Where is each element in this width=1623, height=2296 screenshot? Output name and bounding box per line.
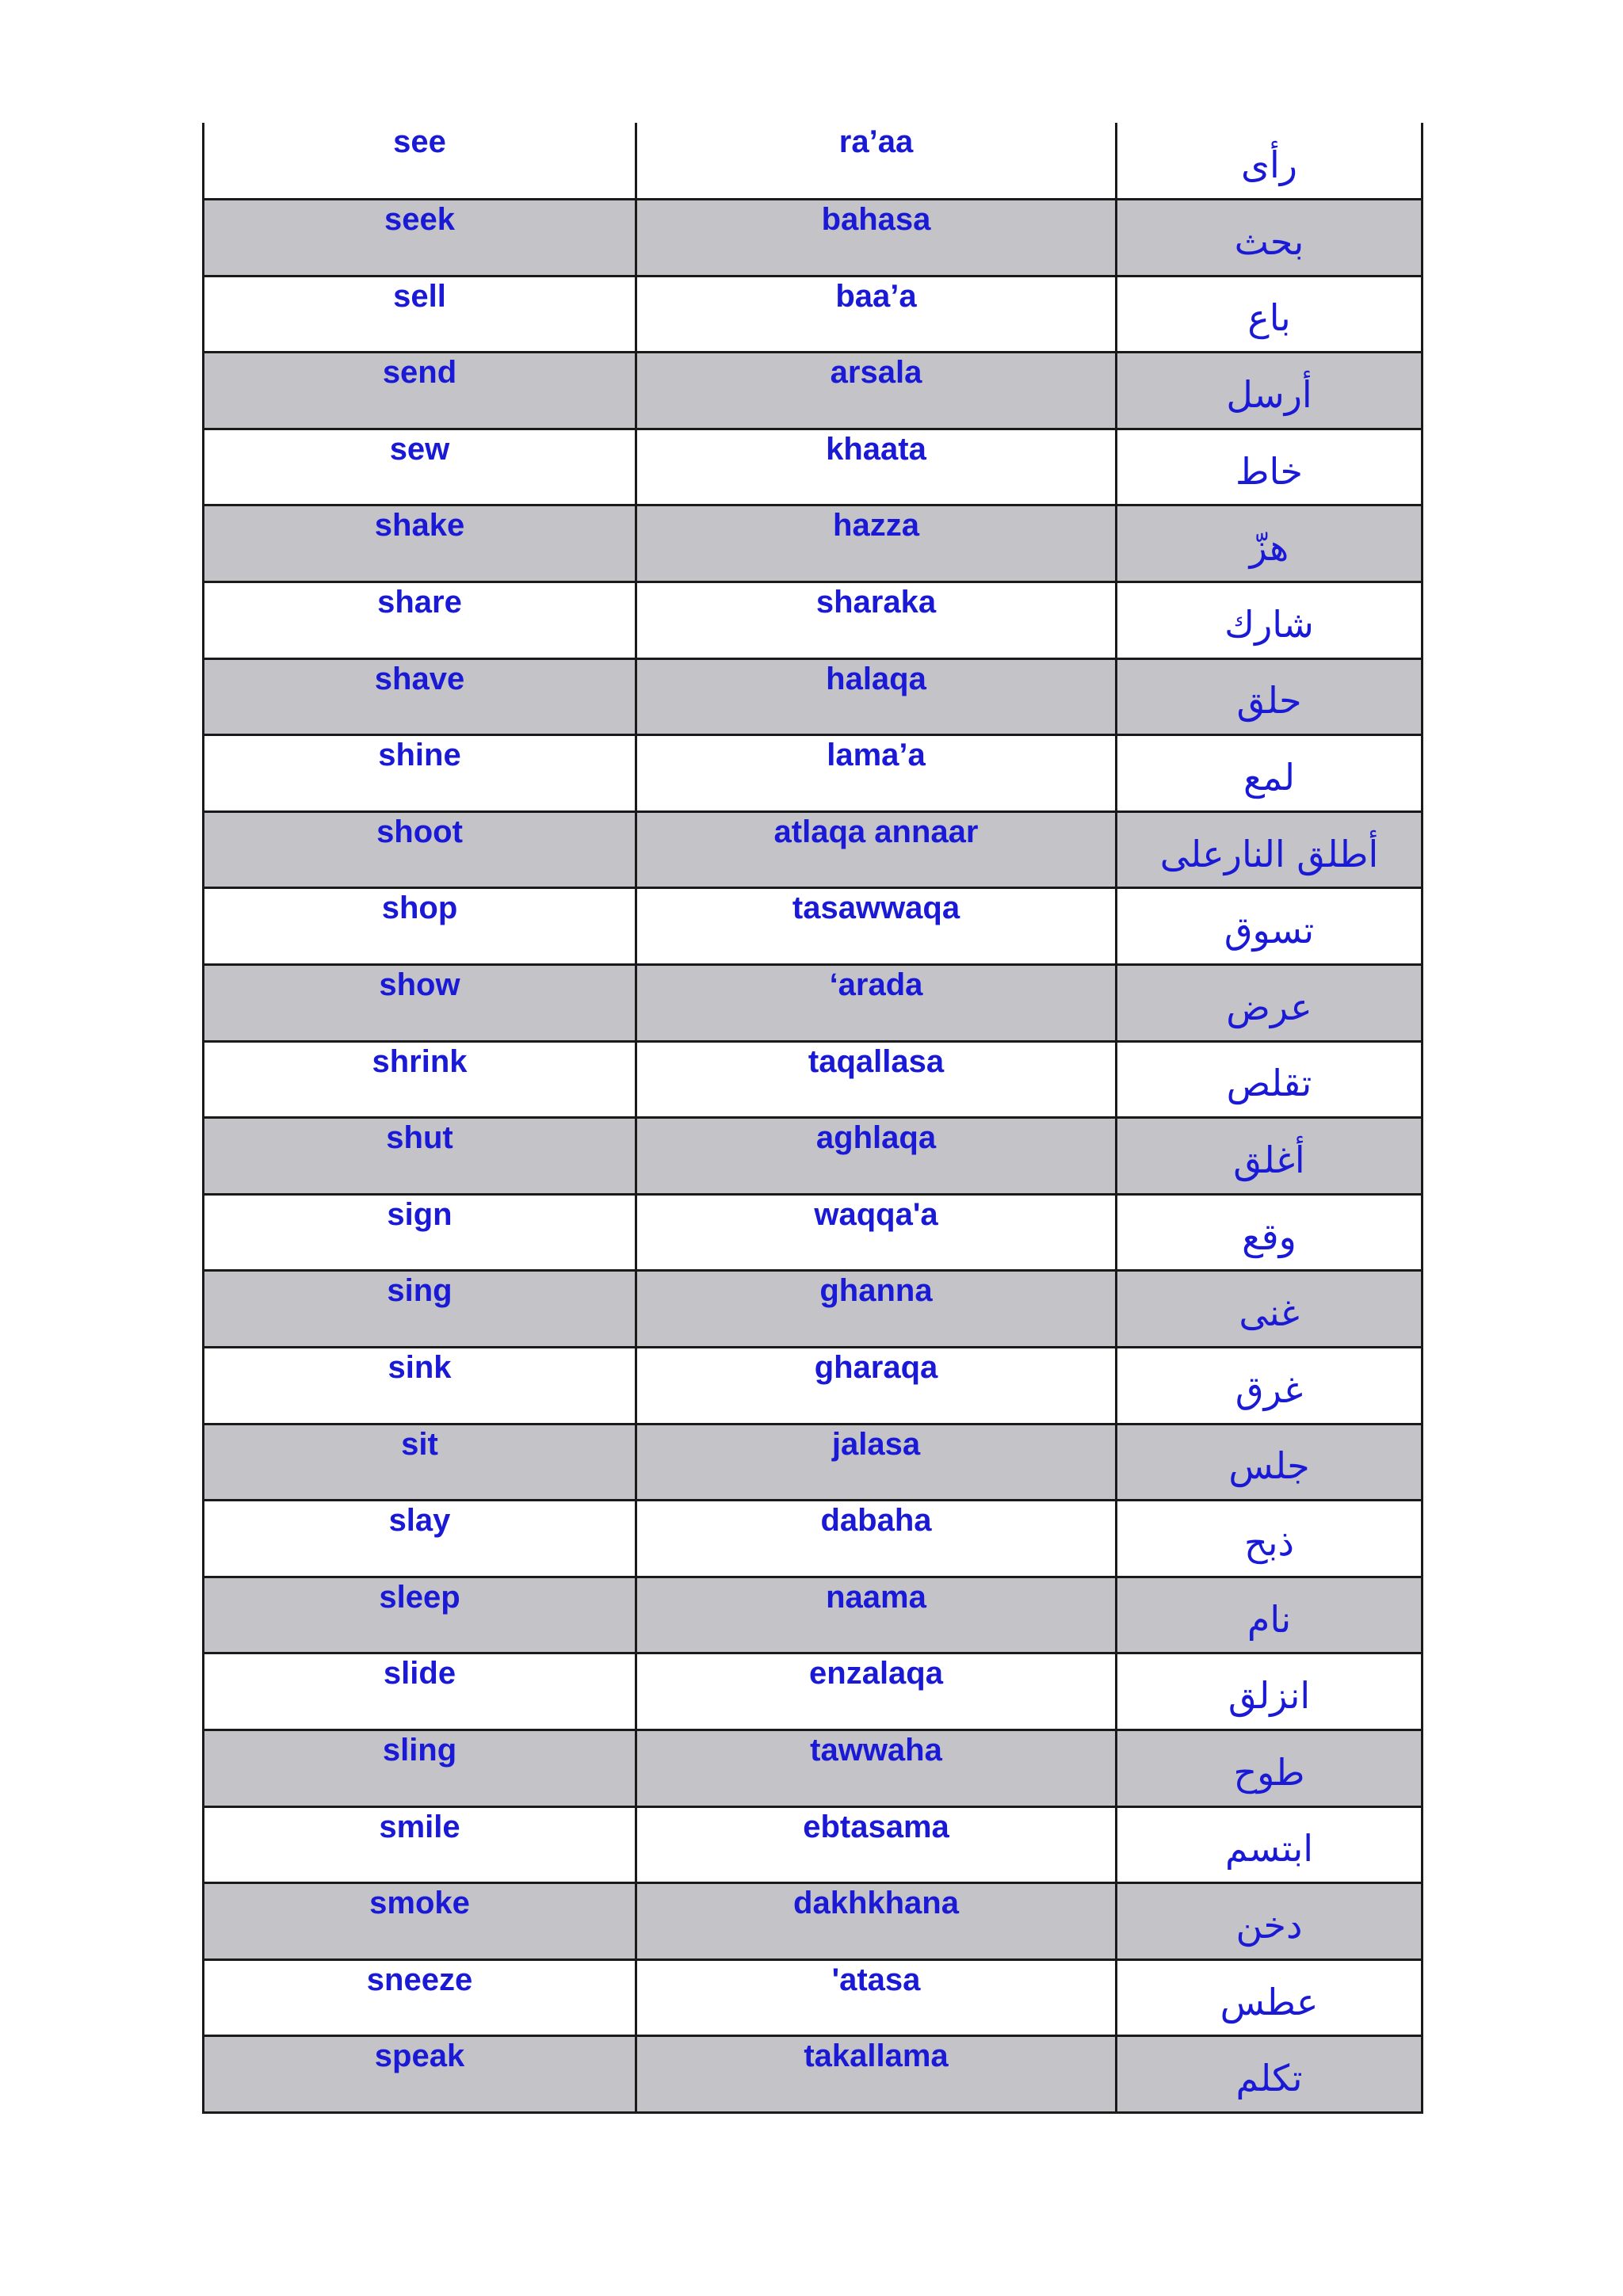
english-word-cell: shop <box>204 888 636 965</box>
english-word-cell: share <box>204 582 636 659</box>
english-word-cell: shut <box>204 1118 636 1195</box>
english-word-cell: shoot <box>204 811 636 888</box>
arabic-word-cell: شارك <box>1117 582 1423 659</box>
arabic-word-cell: طوح <box>1117 1730 1423 1806</box>
table-row <box>204 1653 1423 1730</box>
table-row <box>204 1348 1423 1425</box>
transliteration-cell: lama’a <box>636 735 1117 812</box>
arabic-word-cell: بحث <box>1117 200 1423 277</box>
table-row <box>204 1883 1423 1960</box>
transliteration-cell: taqallasa <box>636 1041 1117 1118</box>
english-word-cell: shake <box>204 505 636 582</box>
table-row <box>204 658 1423 735</box>
english-word-cell: send <box>204 353 636 429</box>
english-word-cell: sign <box>204 1194 636 1271</box>
arabic-word-cell: وقع <box>1117 1194 1423 1271</box>
arabic-word-cell: ذبح <box>1117 1501 1423 1577</box>
arabic-word-cell: حلق <box>1117 658 1423 735</box>
english-word-cell: shrink <box>204 1041 636 1118</box>
table-row <box>204 1730 1423 1806</box>
transliteration-cell: baa’a <box>636 276 1117 353</box>
arabic-word-cell: عطس <box>1117 1959 1423 2036</box>
english-word-cell: smile <box>204 1806 636 1883</box>
transliteration-cell: gharaqa <box>636 1348 1117 1425</box>
english-word-cell: shave <box>204 658 636 735</box>
english-word-cell: seek <box>204 200 636 277</box>
transliteration-cell: ‘arada <box>636 965 1117 1042</box>
transliteration-cell: sharaka <box>636 582 1117 659</box>
transliteration-cell: halaqa <box>636 658 1117 735</box>
arabic-word-cell: لمع <box>1117 735 1423 812</box>
table-row <box>204 1577 1423 1653</box>
transliteration-cell: 'atasa <box>636 1959 1117 2036</box>
arabic-word-cell: انزلق <box>1117 1653 1423 1730</box>
arabic-word-cell: هزّ <box>1117 505 1423 582</box>
english-word-cell: slay <box>204 1501 636 1577</box>
table-row <box>204 1118 1423 1195</box>
table-row <box>204 1041 1423 1118</box>
table-row <box>204 735 1423 812</box>
transliteration-cell: dabaha <box>636 1501 1117 1577</box>
table-row <box>204 582 1423 659</box>
table-row <box>204 1959 1423 2036</box>
transliteration-cell: khaata <box>636 429 1117 505</box>
arabic-word-cell: تكلم <box>1117 2036 1423 2113</box>
table-row <box>204 1271 1423 1348</box>
arabic-word-cell: نام <box>1117 1577 1423 1653</box>
transliteration-cell: waqqa'a <box>636 1194 1117 1271</box>
table-row <box>204 2036 1423 2113</box>
table-row <box>204 123 1423 200</box>
transliteration-cell: ghanna <box>636 1271 1117 1348</box>
transliteration-cell: enzalaqa <box>636 1653 1117 1730</box>
english-word-cell: smoke <box>204 1883 636 1960</box>
transliteration-cell: ra’aa <box>636 123 1117 200</box>
english-word-cell: slide <box>204 1653 636 1730</box>
arabic-word-cell: ابتسم <box>1117 1806 1423 1883</box>
english-word-cell: sing <box>204 1271 636 1348</box>
table-row <box>204 888 1423 965</box>
transliteration-cell: hazza <box>636 505 1117 582</box>
table-row <box>204 811 1423 888</box>
english-word-cell: sit <box>204 1424 636 1501</box>
table-row <box>204 505 1423 582</box>
english-word-cell: sew <box>204 429 636 505</box>
english-word-cell: sneeze <box>204 1959 636 2036</box>
english-word-cell: sell <box>204 276 636 353</box>
english-word-cell: show <box>204 965 636 1042</box>
transliteration-cell: arsala <box>636 353 1117 429</box>
english-word-cell: sleep <box>204 1577 636 1653</box>
english-word-cell: sling <box>204 1730 636 1806</box>
english-word-cell: sink <box>204 1348 636 1425</box>
vocabulary-table-body <box>204 123 1423 2112</box>
arabic-word-cell: غرق <box>1117 1348 1423 1425</box>
transliteration-cell: jalasa <box>636 1424 1117 1501</box>
arabic-word-cell: جلس <box>1117 1424 1423 1501</box>
transliteration-cell: aghlaqa <box>636 1118 1117 1195</box>
arabic-word-cell: تسوق <box>1117 888 1423 965</box>
table-row <box>204 276 1423 353</box>
vocabulary-table <box>202 123 1423 2114</box>
arabic-word-cell: أرسل <box>1117 353 1423 429</box>
arabic-word-cell: دخن <box>1117 1883 1423 1960</box>
table-row <box>204 200 1423 277</box>
table-row <box>204 353 1423 429</box>
transliteration-cell: takallama <box>636 2036 1117 2113</box>
transliteration-cell: tawwaha <box>636 1730 1117 1806</box>
transliteration-cell: dakhkhana <box>636 1883 1117 1960</box>
transliteration-cell: tasawwaqa <box>636 888 1117 965</box>
transliteration-cell: naama <box>636 1577 1117 1653</box>
arabic-word-cell: عرض <box>1117 965 1423 1042</box>
table-row <box>204 1501 1423 1577</box>
transliteration-cell: atlaqa annaar <box>636 811 1117 888</box>
arabic-word-cell: أغلق <box>1117 1118 1423 1195</box>
english-word-cell: shine <box>204 735 636 812</box>
arabic-word-cell: أطلق النارعلى <box>1117 811 1423 888</box>
english-word-cell: speak <box>204 2036 636 2113</box>
english-word-cell: see <box>204 123 636 200</box>
table-row <box>204 1806 1423 1883</box>
arabic-word-cell: غنى <box>1117 1271 1423 1348</box>
table-row <box>204 1194 1423 1271</box>
arabic-word-cell: رأى <box>1117 123 1423 200</box>
arabic-word-cell: تقلص <box>1117 1041 1423 1118</box>
arabic-word-cell: باع <box>1117 276 1423 353</box>
table-row <box>204 429 1423 505</box>
table-row <box>204 965 1423 1042</box>
transliteration-cell: ebtasama <box>636 1806 1117 1883</box>
table-row <box>204 1424 1423 1501</box>
transliteration-cell: bahasa <box>636 200 1117 277</box>
arabic-word-cell: خاط <box>1117 429 1423 505</box>
